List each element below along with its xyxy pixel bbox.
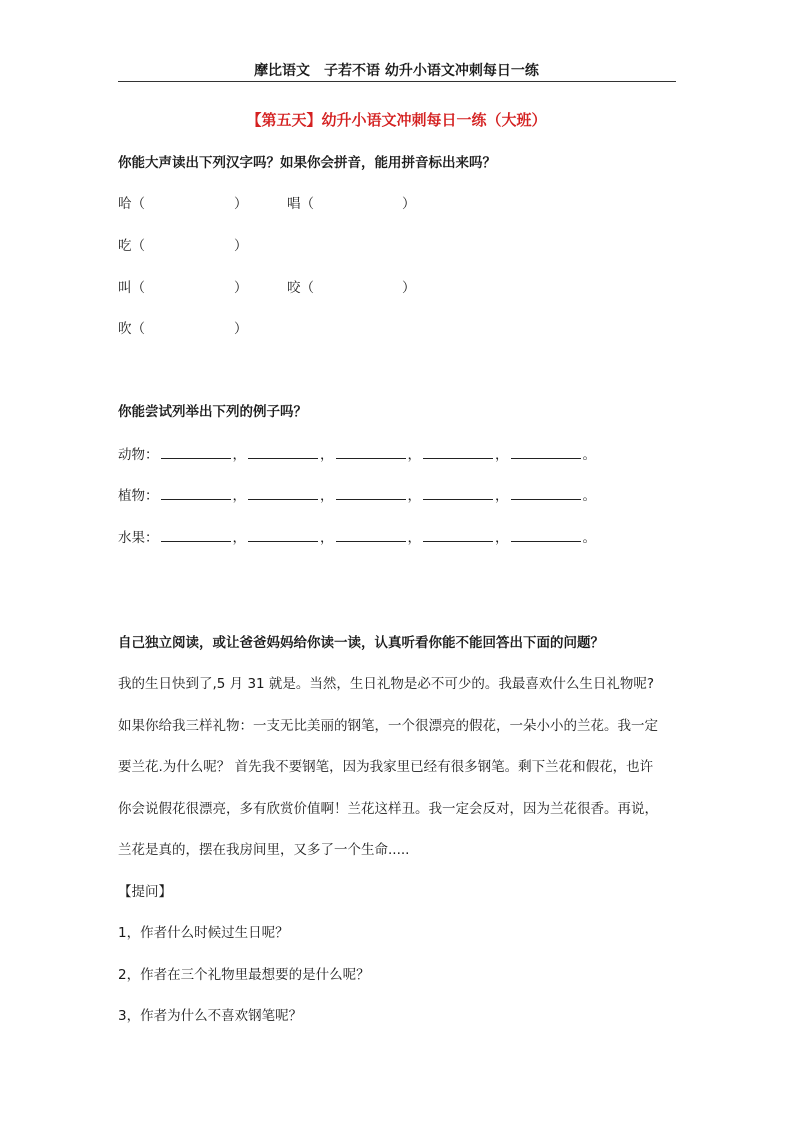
sep: ， <box>407 447 421 463</box>
char-label: 咬（ <box>287 280 314 296</box>
answer-line[interactable] <box>336 457 406 459</box>
answer-line[interactable] <box>336 540 406 542</box>
end-mark: 。 <box>582 447 596 463</box>
sep: ， <box>495 530 509 546</box>
question-item: 3，作者为什么不喜欢钢笔呢？ <box>118 1008 303 1024</box>
answer-line[interactable] <box>423 498 493 500</box>
char-close: ） <box>402 280 416 296</box>
answer-line[interactable] <box>511 540 581 542</box>
char-close: ） <box>234 321 248 337</box>
char-close: ） <box>234 280 248 296</box>
answer-line[interactable] <box>248 540 318 542</box>
char-item <box>287 192 314 212</box>
page-title: 【第五天】幼升小语文冲刺每日一练（大班） <box>246 111 547 129</box>
char-close: ） <box>234 196 248 212</box>
sep: ， <box>320 488 334 504</box>
passage-line: 兰花是真的，摆在我房间里，又多了一个生命..... <box>118 842 410 858</box>
answer-line[interactable] <box>511 457 581 459</box>
answer-line[interactable] <box>248 498 318 500</box>
char-close: ） <box>234 238 248 254</box>
example-label: 动物： <box>118 447 159 463</box>
sep: ， <box>495 447 509 463</box>
sep: ， <box>232 447 246 463</box>
sep: ， <box>320 530 334 546</box>
page-header: 摩比语文 子若不语 幼升小语文冲刺每日一练 <box>254 63 539 79</box>
section1-question: 你能大声读出下列汉字吗？如果你会拼音，能用拼音标出来吗？ <box>118 155 496 171</box>
char-item <box>118 234 145 254</box>
passage-line: 要兰花.为什么呢？ 首先我不要钢笔，因为我家里已经有很多钢笔。剩下兰花和假花，也许 <box>118 759 654 775</box>
section3-question: 自己独立阅读，或让爸爸妈妈给你读一读，认真听看你能不能回答出下面的问题？ <box>118 635 604 651</box>
sep: ， <box>407 530 421 546</box>
answer-line[interactable] <box>511 498 581 500</box>
char-item <box>118 317 145 337</box>
char-label: 吃（ <box>118 238 145 254</box>
sep: ， <box>407 488 421 504</box>
question-item: 1，作者什么时候过生日呢？ <box>118 925 289 941</box>
answer-line[interactable] <box>161 540 231 542</box>
char-close: ） <box>402 196 416 212</box>
end-mark: 。 <box>582 530 596 546</box>
question-heading: 【提问】 <box>118 884 172 900</box>
example-label: 水果： <box>118 530 159 546</box>
example-row <box>118 443 596 463</box>
answer-line[interactable] <box>248 457 318 459</box>
answer-line[interactable] <box>161 457 231 459</box>
char-item <box>118 276 145 296</box>
sep: ， <box>320 447 334 463</box>
section2-question: 你能尝试列举出下列的例子吗？ <box>118 404 307 420</box>
char-item <box>287 276 314 296</box>
answer-line[interactable] <box>161 498 231 500</box>
answer-line[interactable] <box>423 540 493 542</box>
example-label: 植物： <box>118 488 159 504</box>
char-label: 哈（ <box>118 196 145 212</box>
passage-line: 你会说假花很漂亮，多有欣赏价值啊！兰花这样丑。我一定会反对，因为兰花很香。再说， <box>118 801 658 817</box>
char-label: 叫（ <box>118 280 145 296</box>
passage-line: 我的生日快到了,5 月 31 就是。当然，生日礼物是必不可少的。我最喜欢什么生日礼物呢? <box>118 676 655 692</box>
passage-line: 如果你给我三样礼物：一支无比美丽的钢笔，一个很漂亮的假花，一朵小小的兰花。我一定 <box>118 718 658 734</box>
example-row <box>118 526 596 546</box>
answer-line[interactable] <box>336 498 406 500</box>
sep: ， <box>495 488 509 504</box>
sep: ， <box>232 488 246 504</box>
char-item <box>118 192 145 212</box>
char-label: 吹（ <box>118 321 145 337</box>
question-item: 2，作者在三个礼物里最想要的是什么呢？ <box>118 967 370 983</box>
header-rule <box>118 81 676 82</box>
answer-line[interactable] <box>423 457 493 459</box>
char-label: 唱（ <box>287 196 314 212</box>
example-row <box>118 484 596 504</box>
sep: ， <box>232 530 246 546</box>
end-mark: 。 <box>582 488 596 504</box>
